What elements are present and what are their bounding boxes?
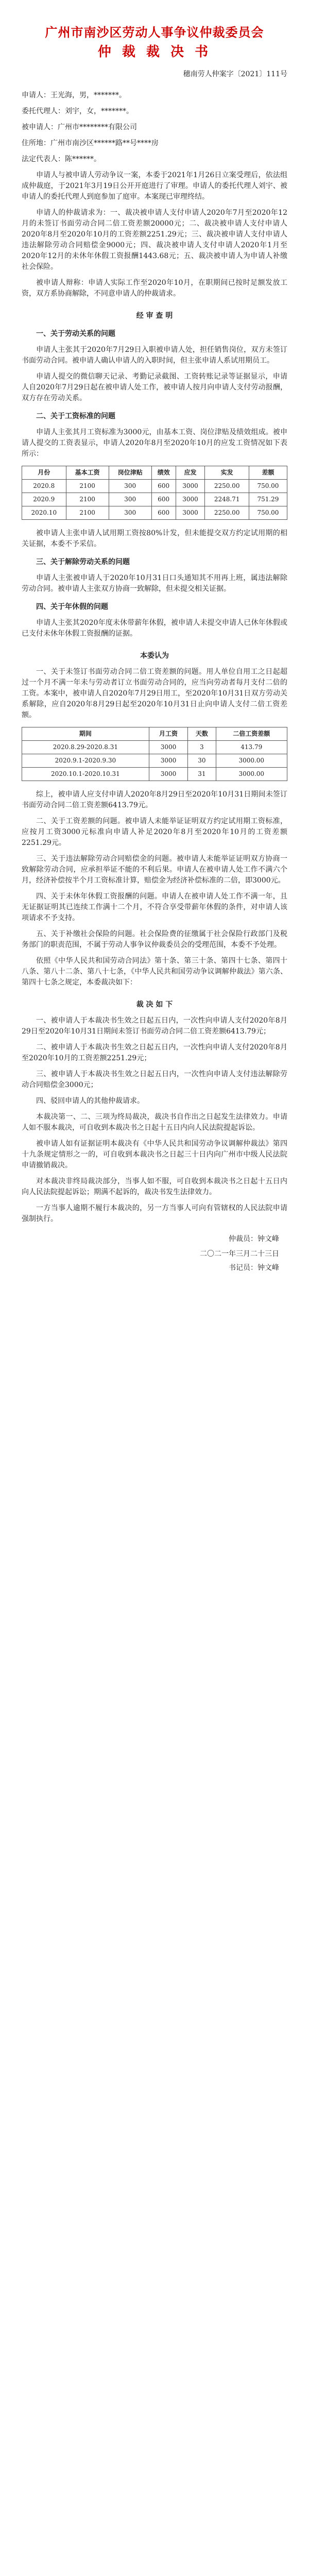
issuing-organization: 广州市南沙区劳动人事争议仲裁委员会 (45, 25, 264, 40)
subsection-heading: 三、关于解除劳动关系的问题 (36, 558, 130, 566)
document-title: 仲 裁 裁 决 书 (97, 44, 212, 60)
table-cell: 3000 (149, 754, 187, 768)
party-line: 被申请人：广州市********有限公司 (22, 123, 137, 131)
table-row (22, 480, 287, 493)
table-header: 应发 (176, 466, 205, 480)
table-cell: 3000 (149, 768, 187, 781)
paragraph: 四、驳回申请人的其他仲裁请求。 (36, 1097, 144, 1105)
table-cell: 600 (151, 493, 176, 506)
table-cell: 3000 (176, 506, 205, 520)
paragraph: 对本裁决非终局裁决部分，当事人如不服，可自收到本裁决书之日起十五日内向人民法院提起诉讼；期满不起诉的，裁决书发生法律效力。 (22, 1177, 287, 1196)
arbitrator-signature: 仲裁员：钟文峰 (229, 1235, 279, 1243)
paragraph: 申请人主张被申请人于2020年10月31日口头通知其不用再上班，属违法解除劳动合同。被申请人主张双方协商一致解除，但未提交相关证据。 (22, 574, 287, 593)
paragraph: 一方当事人逾期不履行本裁决的，另一方当事人可向有管辖权的人民法院申请强制执行。 (22, 1204, 287, 1223)
table-header-row (22, 727, 287, 741)
table-cell: 30 (188, 754, 216, 768)
table-header: 差额 (249, 466, 287, 480)
table-cell: 750.00 (249, 506, 287, 520)
table-cell: 2020.8 (22, 480, 66, 493)
table-header: 绩效 (151, 466, 176, 480)
paragraph: 三、关于违法解除劳动合同赔偿金的问题。被申请人未能举证证明双方协商一致解除劳动合同，应承担举证不能的不利后果。申请人在被申请人处工作不满六个月，经济补偿按半个月工资标准计算，赔偿金为经济补偿标准的二倍，即3000元。 (22, 855, 287, 885)
table-cell: 300 (109, 480, 151, 493)
table-row (22, 768, 287, 781)
table-cell: 3000 (149, 741, 187, 754)
table-cell: 413.79 (216, 741, 287, 754)
paragraph: 申请人与被申请人劳动争议一案，本委于2021年1月26日立案受理后，依法组成仲裁庭，于2021年3月19日公开开庭进行了审理。申请人的委托代理人刘宇、被申请人的委托代理人到庭参加了庭审。本案现已审理终结。 (22, 171, 287, 201)
table-cell: 3000.00 (216, 754, 287, 768)
table-cell: 2020.10 (22, 506, 66, 520)
party-line: 委托代理人：刘宇，女，*******。 (22, 107, 133, 115)
table-cell: 300 (109, 506, 151, 520)
paragraph: 被申请人主张申请人试用期工资按80%计发，但未能提交双方约定试用期的相关证据，本委不予采信。 (22, 529, 287, 548)
document-body (22, 21, 287, 1277)
parties (22, 90, 287, 165)
paragraph: 一、被申请人于本裁决书生效之日起五日内，一次性向申请人支付2020年8月29日至2020年10月31日期间未签订书面劳动合同二倍工资差额6413.79元； (22, 1016, 287, 1036)
intro-section (22, 170, 287, 299)
table-cell: 3 (188, 741, 216, 754)
paragraph: 申请人主张其月工资标准为3000元，由基本工资、岗位津贴及绩效组成。被申请人提交的工资表显示，申请人2020年8月至2020年10月的应发工资情况如下表所示： (22, 428, 287, 458)
case-number: 穗南劳人仲案字〔2021〕111号 (183, 70, 287, 78)
table-cell: 31 (188, 768, 216, 781)
table-cell: 2248.71 (205, 493, 249, 506)
paragraph: 一、关于未签订书面劳动合同二倍工资差额的问题。用人单位自用工之日起超过一个月不满一年未与劳动者订立书面劳动合同的，应当向劳动者每月支付二倍的工资。本案中，被申请人自2020年7月29日用工，至2020年10月31日双方劳动关系解除，应自2020年8月29日起至2020年10月31日止向申请人支付二倍工资差额。 (22, 668, 287, 719)
table-cell: 2020.10.1-2020.10.31 (22, 768, 149, 781)
table-row (22, 741, 287, 754)
table-row (22, 506, 287, 520)
table-cell: 3000 (176, 493, 205, 506)
table-cell: 751.29 (249, 493, 287, 506)
table-cell: 300 (109, 493, 151, 506)
table-cell: 2250.00 (205, 480, 249, 493)
clerk-signature: 书记员：钟文峰 (229, 1264, 279, 1272)
table-cell: 2100 (66, 506, 109, 520)
table-cell: 2020.8.29-2020.8.31 (22, 741, 149, 754)
table-header: 岗位津贴 (109, 466, 151, 480)
table-cell: 2020.9.1-2020.9.30 (22, 754, 149, 768)
paragraph: 三、被申请人于本裁决书生效之日起五日内，一次性向申请人支付违法解除劳动合同赔偿金3000元； (22, 1070, 287, 1089)
paragraph: 综上，被申请人应支付申请人2020年8月29日至2020年10月31日期间未签订书面劳动合同二倍工资差额6413.79元。 (22, 790, 287, 809)
section-heading-facts: 经 审 查 明 (136, 312, 173, 320)
paragraph: 本裁决第一、二、三项为终局裁决，裁决书自作出之日起发生法律效力。申请人如不服本裁决，可自收到本裁决书之日起十五日内向人民法院提起诉讼。 (22, 1113, 287, 1132)
table-header-row (22, 466, 287, 480)
table-row (22, 493, 287, 506)
paragraph: 二、被申请人于本裁决书生效之日起五日内，一次性向申请人支付2020年8月至2020年10月的工资差额2251.29元； (22, 1043, 287, 1062)
paragraph: 申请人提交的微信聊天记录、考勤记录截图、工资转账记录等证据显示，申请人自2020年7月29日起在被申请人处工作，被申请人按月向申请人支付劳动报酬，双方存在劳动关系。 (22, 372, 287, 402)
subsection-heading: 一、关于劳动关系的问题 (36, 330, 115, 338)
section-heading-ruling: 裁 决 如 下 (136, 1001, 173, 1009)
table-header: 基本工资 (66, 466, 109, 480)
section-heading-reasons: 本委认为 (140, 652, 169, 660)
table-cell: 2020.9 (22, 493, 66, 506)
table-header: 期间 (22, 727, 149, 741)
paragraph: 被申请人如有证据证明本裁决有《中华人民共和国劳动争议调解仲裁法》第四十九条规定情形之一的，可自收到本裁决书之日起三十日内向广州市中级人民法院申请撤销裁决。 (22, 1140, 287, 1170)
paragraph: 申请人主张其于2020年7月29日入职被申请人处，担任销售岗位，双方未签订书面劳动合同。被申请人确认申请人的入职时间，但主张申请人系试用期员工。 (22, 346, 287, 365)
subsection-heading: 四、关于年休假的问题 (36, 603, 108, 611)
table-row (22, 754, 287, 768)
table-header: 实发 (205, 466, 249, 480)
table-header: 月工资 (149, 727, 187, 741)
paragraph: 五、关于补缴社会保险的问题。社会保险费的征缴属于社会保险行政部门及税务部门的职责范围，不属于劳动人事争议仲裁委员会的受理范围，本委不予处理。 (22, 930, 287, 949)
table-cell: 600 (151, 480, 176, 493)
double-wage-table (22, 727, 287, 781)
table-cell: 2100 (66, 493, 109, 506)
table-cell: 3000.00 (216, 768, 287, 781)
paragraph: 二、关于工资差额的问题。被申请人未能举证证明双方约定试用期工资标准，应按月工资3000元标准向申请人补足2020年8月至2020年10月的工资差额2251.29元。 (22, 817, 287, 847)
table-header: 二倍工资差额 (216, 727, 287, 741)
paragraph: 申请人的仲裁请求为：一、裁决被申请人支付申请人2020年7月至2020年12月的未签订书面劳动合同二倍工资差额20000元；二、裁决被申请人支付申请人2020年8月至2020年10月的工资差额2251.29元；三、裁决被申请人支付申请人违法解除劳动合同赔偿金9000元；四、裁决被申请人支付申请人2020年1月至2020年12月的未休年休假工资报酬1443.68元；五、裁决被申请人为申请人补缴社会保险。 (22, 209, 287, 271)
table-header: 月份 (22, 466, 66, 480)
paragraph: 四、关于未休年休假工资报酬的问题。申请人在被申请人处工作不满一年，且无证据证明其已连续工作满十二个月，不符合享受带薪年休假的条件，对申请人该项请求不予支持。 (22, 892, 287, 922)
document-date: 二〇二一年三月二十三日 (200, 1250, 279, 1258)
paragraph: 被申请人辩称：申请人实际工作至2020年10月，在职期间已按时足额发放工资，双方系协商解除，不同意申请人的仲裁请求。 (22, 279, 287, 298)
table-cell: 3000 (176, 480, 205, 493)
table-header: 天数 (188, 727, 216, 741)
table-cell: 750.00 (249, 480, 287, 493)
paragraph: 依照《中华人民共和国劳动合同法》第十条、第三十条、第四十七条、第四十八条、第八十二条、第八十七条，《中华人民共和国劳动争议调解仲裁法》第六条、第四十七条之规定，本委裁决如下： (22, 957, 287, 987)
party-line: 住所地：广州市南沙区******路**号****房 (22, 139, 159, 147)
table-cell: 2100 (66, 480, 109, 493)
party-line: 法定代表人：陈******。 (22, 155, 101, 163)
subsection-heading: 二、关于工资标准的问题 (36, 412, 115, 420)
table-cell: 2250.00 (205, 506, 249, 520)
table-cell: 600 (151, 506, 176, 520)
wage-table (22, 466, 287, 520)
paragraph: 申请人主张其2020年度未休带薪年休假，被申请人未提交申请人已休年休假或已支付未休年休假工资报酬的证据。 (22, 619, 287, 638)
party-line: 申请人：王光海，男，*******。 (22, 91, 126, 99)
